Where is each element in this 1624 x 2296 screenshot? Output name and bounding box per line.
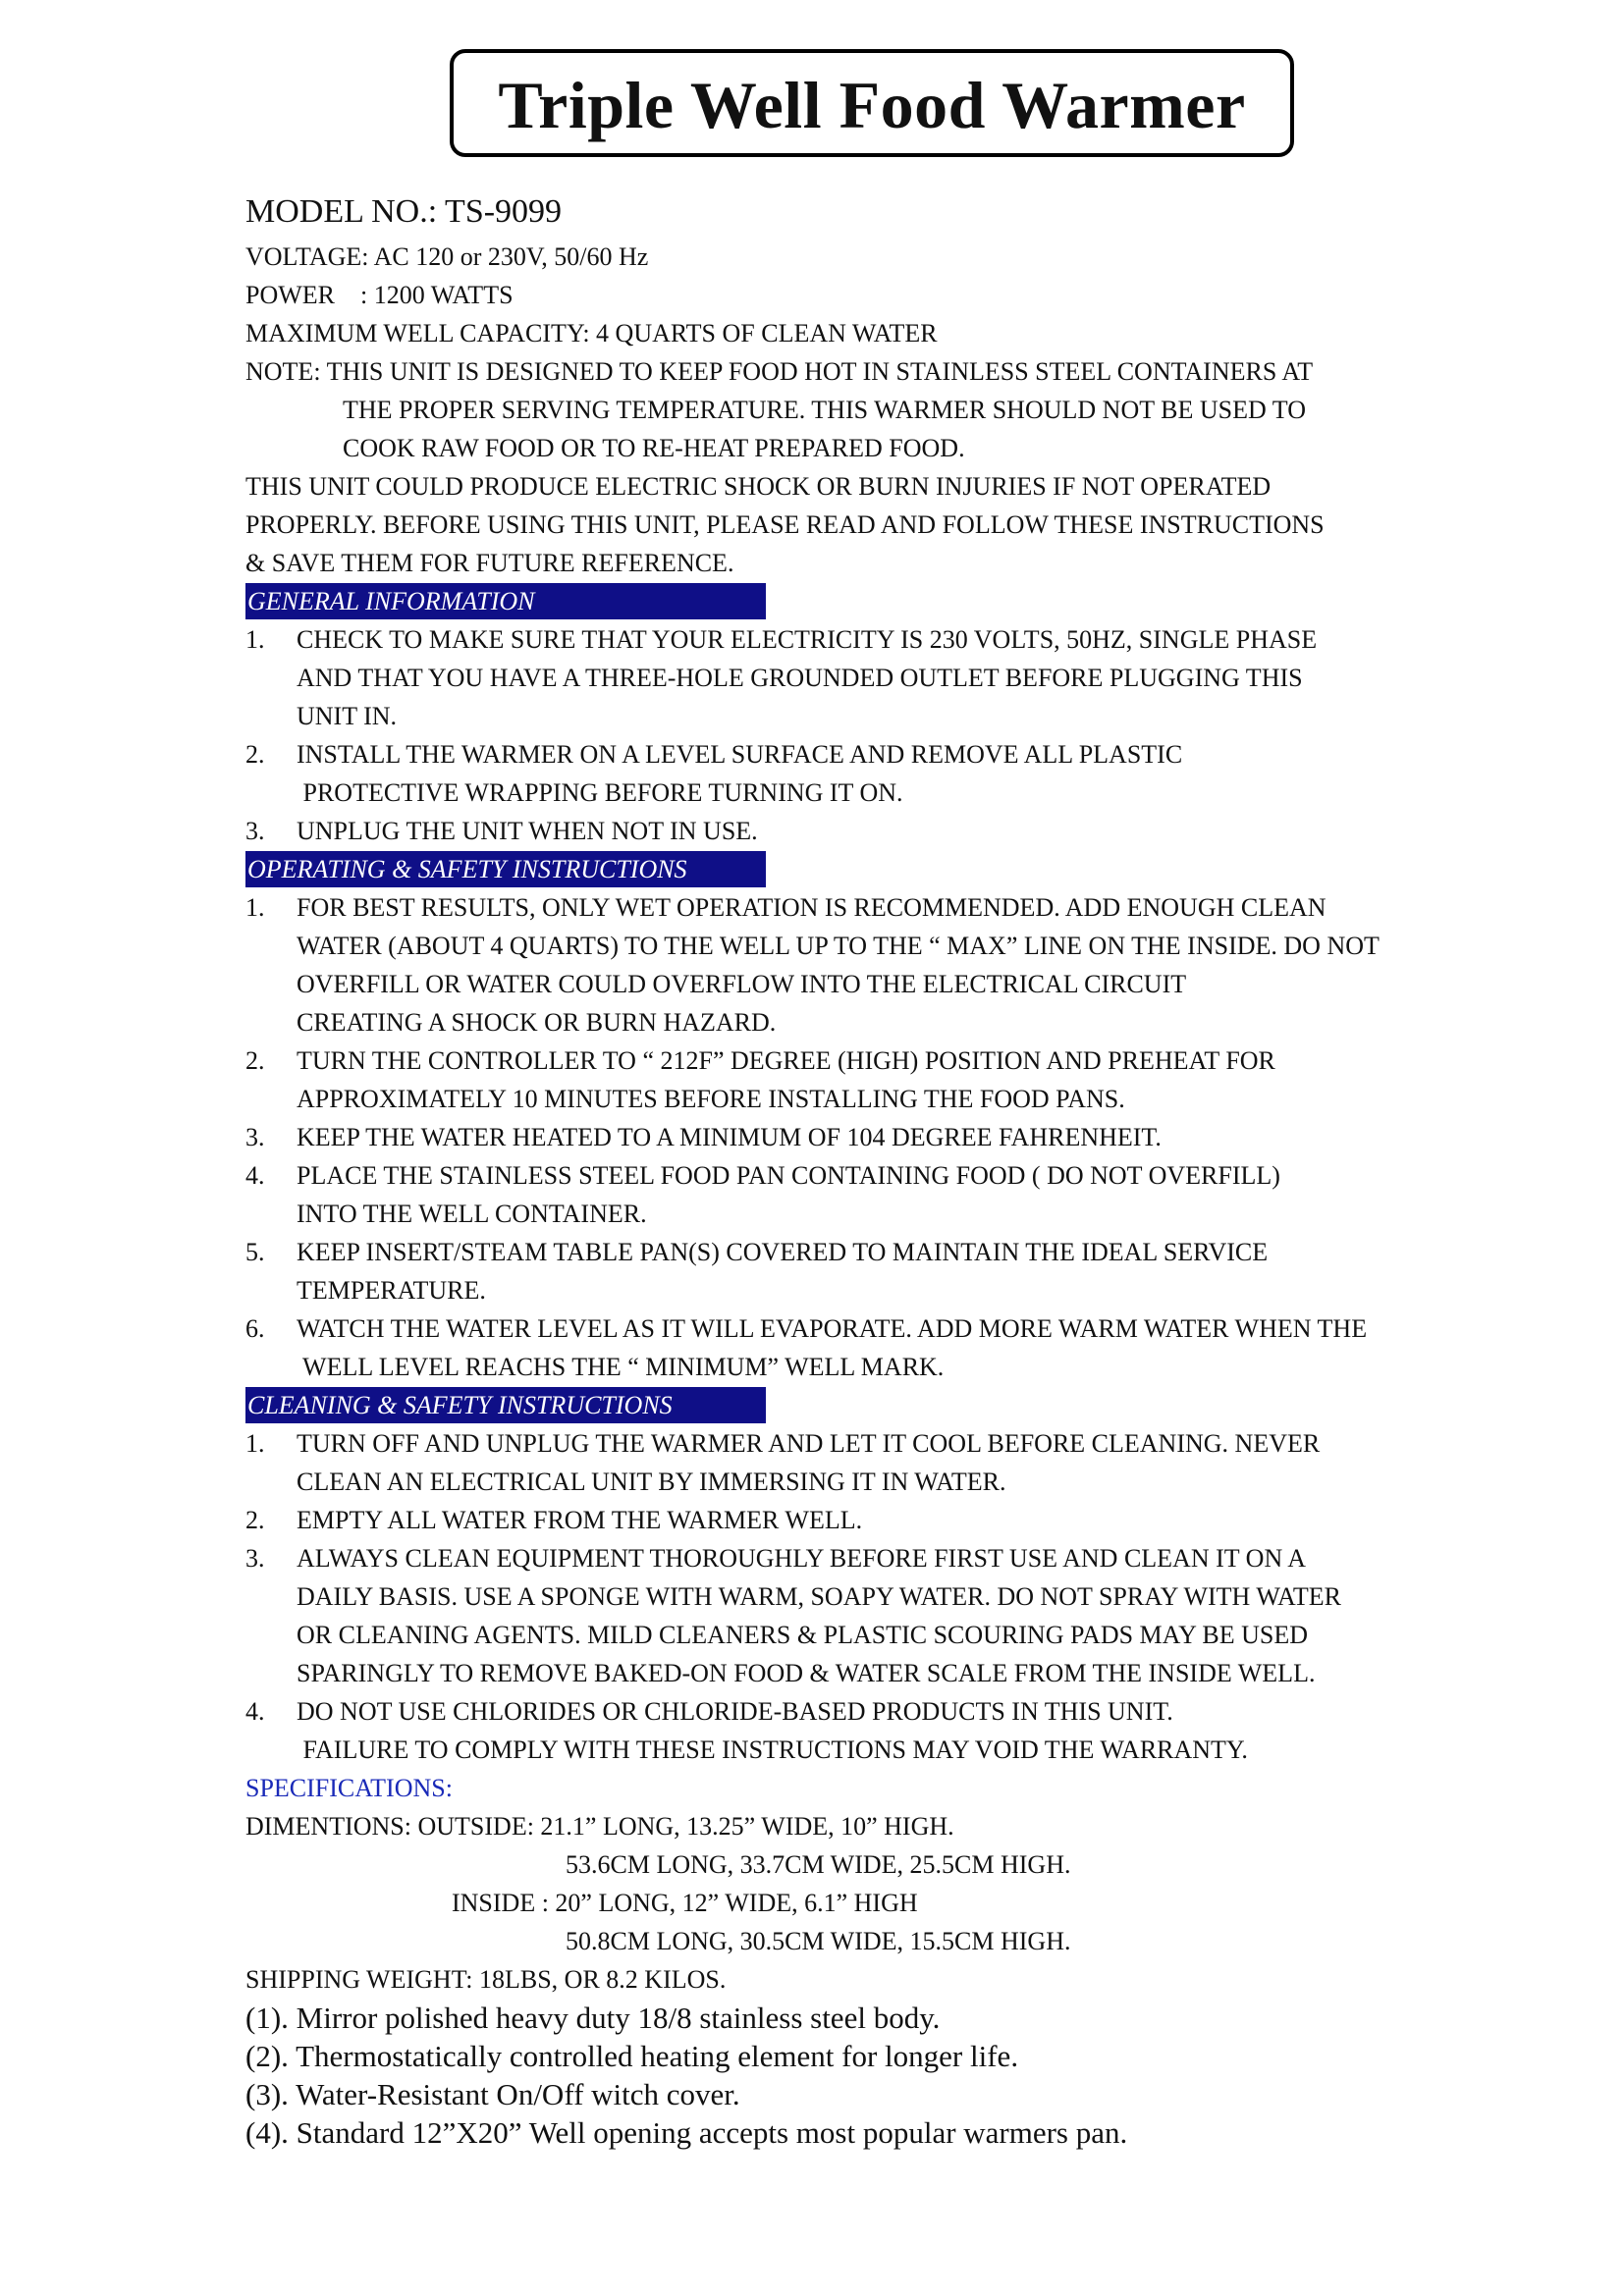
item-text: WATCH THE WATER LEVEL AS IT WILL EVAPORATE. ADD MORE WARM WATER WHEN THE bbox=[297, 1314, 1368, 1343]
item-text: KEEP INSERT/STEAM TABLE PAN(S) COVERED TO MAINTAIN THE IDEAL SERVICE bbox=[297, 1238, 1269, 1266]
warning-line: THIS UNIT COULD PRODUCE ELECTRIC SHOCK OR BURN INJURIES IF NOT OPERATED bbox=[245, 472, 1272, 501]
list-item bbox=[245, 735, 1522, 812]
feature-item: (2). Thermostatically controlled heating element for longer life. bbox=[245, 2039, 1019, 2073]
item-text: EMPTY ALL WATER FROM THE WARMER WELL. bbox=[297, 1506, 863, 1534]
item-text: UNIT IN. bbox=[297, 702, 398, 730]
item-text: ALWAYS CLEAN EQUIPMENT THOROUGHLY BEFORE FIRST USE AND CLEAN IT ON A bbox=[297, 1544, 1307, 1573]
general-information-heading: GENERAL INFORMATION bbox=[245, 583, 766, 619]
item-text: SPARINGLY TO REMOVE BAKED-ON FOOD & WATER SCALE FROM THE INSIDE WELL. bbox=[297, 1659, 1316, 1687]
document-body bbox=[245, 188, 1522, 2152]
note-line: COOK RAW FOOD OR TO RE-HEAT PREPARED FOOD. bbox=[343, 434, 965, 462]
list-item bbox=[245, 1118, 1522, 1156]
feature-item: (3). Water-Resistant On/Off witch cover. bbox=[245, 2077, 740, 2111]
list-item bbox=[245, 1233, 1522, 1309]
item-text: TEMPERATURE. bbox=[297, 1276, 486, 1305]
feature-list bbox=[245, 1999, 1522, 2152]
item-number: 1. bbox=[245, 1429, 265, 1458]
power-line: POWER : 1200 WATTS bbox=[245, 281, 514, 309]
warning-line: PROPERLY. BEFORE USING THIS UNIT, PLEASE READ AND FOLLOW THESE INSTRUCTIONS bbox=[245, 510, 1325, 539]
item-text: UNPLUG THE UNIT WHEN NOT IN USE. bbox=[297, 817, 758, 845]
list-item bbox=[245, 620, 1522, 735]
item-text: FAILURE TO COMPLY WITH THESE INSTRUCTIONS MAY VOID THE WARRANTY. bbox=[297, 1735, 1248, 1764]
item-number: 3. bbox=[245, 1544, 265, 1573]
list-item bbox=[245, 888, 1522, 1041]
list-item bbox=[245, 812, 1522, 850]
item-number: 4. bbox=[245, 1161, 265, 1190]
list-item bbox=[245, 1539, 1522, 1692]
dimensions-outside-label: DIMENTIONS: OUTSIDE: bbox=[245, 1812, 541, 1841]
list-item bbox=[245, 1424, 1522, 1501]
title-box bbox=[450, 49, 1294, 157]
item-text: CREATING A SHOCK OR BURN HAZARD. bbox=[297, 1008, 777, 1037]
operating-list bbox=[245, 888, 1522, 1386]
item-text: OR CLEANING AGENTS. MILD CLEANERS & PLASTIC SCOURING PADS MAY BE USED bbox=[297, 1621, 1308, 1649]
feature-item: (4). Standard 12”X20” Well opening accepts most popular warmers pan. bbox=[245, 2115, 1128, 2150]
note-line: THE PROPER SERVING TEMPERATURE. THIS WARMER SHOULD NOT BE USED TO bbox=[343, 396, 1306, 424]
item-text: OVERFILL OR WATER COULD OVERFLOW INTO THE ELECTRICAL CIRCUIT bbox=[297, 970, 1187, 998]
dimensions-inside-inches: INSIDE : 20” LONG, 12” WIDE, 6.1” HIGH bbox=[452, 1889, 918, 1917]
dimensions-inside-cm: 50.8CM LONG, 30.5CM WIDE, 15.5CM HIGH. bbox=[566, 1927, 1071, 1955]
item-text: PLACE THE STAINLESS STEEL FOOD PAN CONTAINING FOOD ( DO NOT OVERFILL) bbox=[297, 1161, 1280, 1190]
item-number: 6. bbox=[245, 1314, 265, 1343]
note-line: NOTE: THIS UNIT IS DESIGNED TO KEEP FOOD HOT IN STAINLESS STEEL CONTAINERS AT bbox=[245, 357, 1314, 386]
item-text: APPROXIMATELY 10 MINUTES BEFORE INSTALLING THE FOOD PANS. bbox=[297, 1085, 1125, 1113]
general-list bbox=[245, 620, 1522, 850]
item-number: 1. bbox=[245, 893, 265, 922]
list-item bbox=[245, 1309, 1522, 1386]
list-item bbox=[245, 1156, 1522, 1233]
item-text: KEEP THE WATER HEATED TO A MINIMUM OF 104 DEGREE FAHRENHEIT. bbox=[297, 1123, 1162, 1151]
item-number: 4. bbox=[245, 1697, 265, 1726]
item-number: 3. bbox=[245, 817, 265, 845]
list-item bbox=[245, 1041, 1522, 1118]
item-text: INSTALL THE WARMER ON A LEVEL SURFACE AND REMOVE ALL PLASTIC bbox=[297, 740, 1183, 769]
item-text: TURN OFF AND UNPLUG THE WARMER AND LET IT COOL BEFORE CLEANING. NEVER bbox=[297, 1429, 1321, 1458]
dimensions-outside-line bbox=[245, 1807, 1522, 1845]
voltage-line: VOLTAGE: AC 120 or 230V, 50/60 Hz bbox=[245, 242, 649, 271]
operating-instructions-heading: OPERATING & SAFETY INSTRUCTIONS bbox=[245, 851, 766, 887]
item-text: AND THAT YOU HAVE A THREE-HOLE GROUNDED OUTLET BEFORE PLUGGING THIS bbox=[297, 664, 1303, 692]
shipping-weight: SHIPPING WEIGHT: 18LBS, OR 8.2 KILOS. bbox=[245, 1965, 727, 1994]
dimensions-outside-cm: 53.6CM LONG, 33.7CM WIDE, 25.5CM HIGH. bbox=[566, 1850, 1071, 1879]
item-number: 2. bbox=[245, 1046, 265, 1075]
item-text: CLEAN AN ELECTRICAL UNIT BY IMMERSING IT IN WATER. bbox=[297, 1468, 1006, 1496]
item-text: DAILY BASIS. USE A SPONGE WITH WARM, SOAPY WATER. DO NOT SPRAY WITH WATER bbox=[297, 1582, 1341, 1611]
cleaning-instructions-heading: CLEANING & SAFETY INSTRUCTIONS bbox=[245, 1387, 766, 1423]
item-text: DO NOT USE CHLORIDES OR CHLORIDE-BASED PRODUCTS IN THIS UNIT. bbox=[297, 1697, 1173, 1726]
warning-line: & SAVE THEM FOR FUTURE REFERENCE. bbox=[245, 549, 734, 577]
specifications-heading: SPECIFICATIONS: bbox=[245, 1774, 453, 1802]
item-number: 1. bbox=[245, 625, 265, 654]
list-item bbox=[245, 1501, 1522, 1539]
item-text: PROTECTIVE WRAPPING BEFORE TURNING IT ON. bbox=[297, 778, 903, 807]
item-text: FOR BEST RESULTS, ONLY WET OPERATION IS RECOMMENDED. ADD ENOUGH CLEAN bbox=[297, 893, 1326, 922]
item-number: 5. bbox=[245, 1238, 265, 1266]
item-text: CHECK TO MAKE SURE THAT YOUR ELECTRICITY IS 230 VOLTS, 50HZ, SINGLE PHASE bbox=[297, 625, 1318, 654]
item-number: 2. bbox=[245, 1506, 265, 1534]
item-number: 3. bbox=[245, 1123, 265, 1151]
model-number: MODEL NO.: TS-9099 bbox=[245, 193, 563, 230]
item-text: WELL LEVEL REACHS THE “ MINIMUM” WELL MARK. bbox=[297, 1353, 945, 1381]
item-text: TURN THE CONTROLLER TO “ 212F” DEGREE (HIGH) POSITION AND PREHEAT FOR bbox=[297, 1046, 1275, 1075]
list-item bbox=[245, 1692, 1522, 1769]
item-text: INTO THE WELL CONTAINER. bbox=[297, 1200, 647, 1228]
feature-item: (1). Mirror polished heavy duty 18/8 stainless steel body. bbox=[245, 2001, 941, 2035]
cleaning-list bbox=[245, 1424, 1522, 1769]
capacity-line: MAXIMUM WELL CAPACITY: 4 QUARTS OF CLEAN WATER bbox=[245, 319, 938, 347]
item-text: WATER (ABOUT 4 QUARTS) TO THE WELL UP TO THE “ MAX” LINE ON THE INSIDE. DO NOT bbox=[297, 932, 1380, 960]
page-title: Triple Well Food Warmer bbox=[498, 67, 1246, 142]
dimensions-outside-inches: 21.1” LONG, 13.25” WIDE, 10” HIGH. bbox=[540, 1812, 954, 1841]
item-number: 2. bbox=[245, 740, 265, 769]
